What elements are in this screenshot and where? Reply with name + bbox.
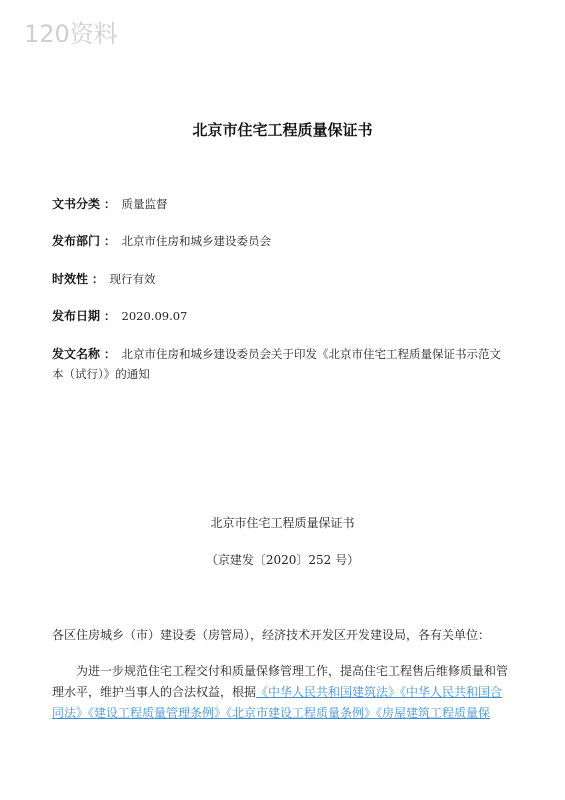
salutation: 各区住房城乡（市）建设委（房管局），经济技术开发区开发建设局，各有关单位：: [52, 628, 491, 642]
meta-value: 2020.09.07: [121, 309, 188, 323]
law-link-beijing-quality-regulation[interactable]: 《北京市建设工程质量条例》: [226, 706, 377, 720]
meta-row-document-name: [52, 344, 512, 384]
meta-label: 文书分类: [52, 197, 101, 211]
meta-value: 现行有效: [109, 272, 156, 286]
law-link-housing-quality[interactable]: 《房屋建筑工程质量保: [376, 706, 491, 720]
document-number: （京建发〔2020〕252 号）: [205, 553, 360, 567]
meta-row-date: [52, 306, 512, 326]
meta-separator: ：: [104, 309, 116, 323]
law-link-contract-law[interactable]: 《中华人民共和国合同法》: [52, 685, 503, 720]
paragraph-text: 为进一步规范住宅工程交付和质量保修管理工作，提高住宅工程售后维修质量和管理水平，维护当事人的合法权益，根据: [52, 664, 509, 699]
meta-row-department: [52, 231, 512, 251]
body-paragraph: [52, 661, 512, 724]
meta-row-validity: [52, 269, 512, 289]
meta-value: 北京市住房和城乡建设委员会关于印发《北京市住宅工程质量保证书示范文本（试行）》的通知: [52, 347, 502, 381]
meta-row-category: [52, 194, 512, 214]
meta-separator: ：: [104, 197, 116, 211]
meta-separator: ：: [104, 234, 116, 248]
meta-label: 时效性: [52, 272, 89, 286]
meta-value: 北京市住房和城乡建设委员会: [121, 234, 272, 248]
meta-label: 发布日期: [52, 309, 101, 323]
watermark-logo: 120资料: [24, 20, 118, 48]
page-title: 北京市住宅工程质量保证书: [192, 121, 373, 139]
meta-separator: ：: [92, 272, 104, 286]
law-link-construction-law[interactable]: 《中华人民共和国建筑法》: [256, 685, 401, 699]
meta-value: 质量监督: [121, 197, 168, 211]
law-link-quality-regulation[interactable]: 《建设工程质量管理条例》: [88, 706, 227, 720]
meta-label: 发布部门: [52, 234, 101, 248]
body-heading: 北京市住宅工程质量保证书: [210, 516, 355, 530]
meta-label: 发文名称: [52, 347, 101, 361]
meta-separator: ：: [104, 347, 116, 361]
